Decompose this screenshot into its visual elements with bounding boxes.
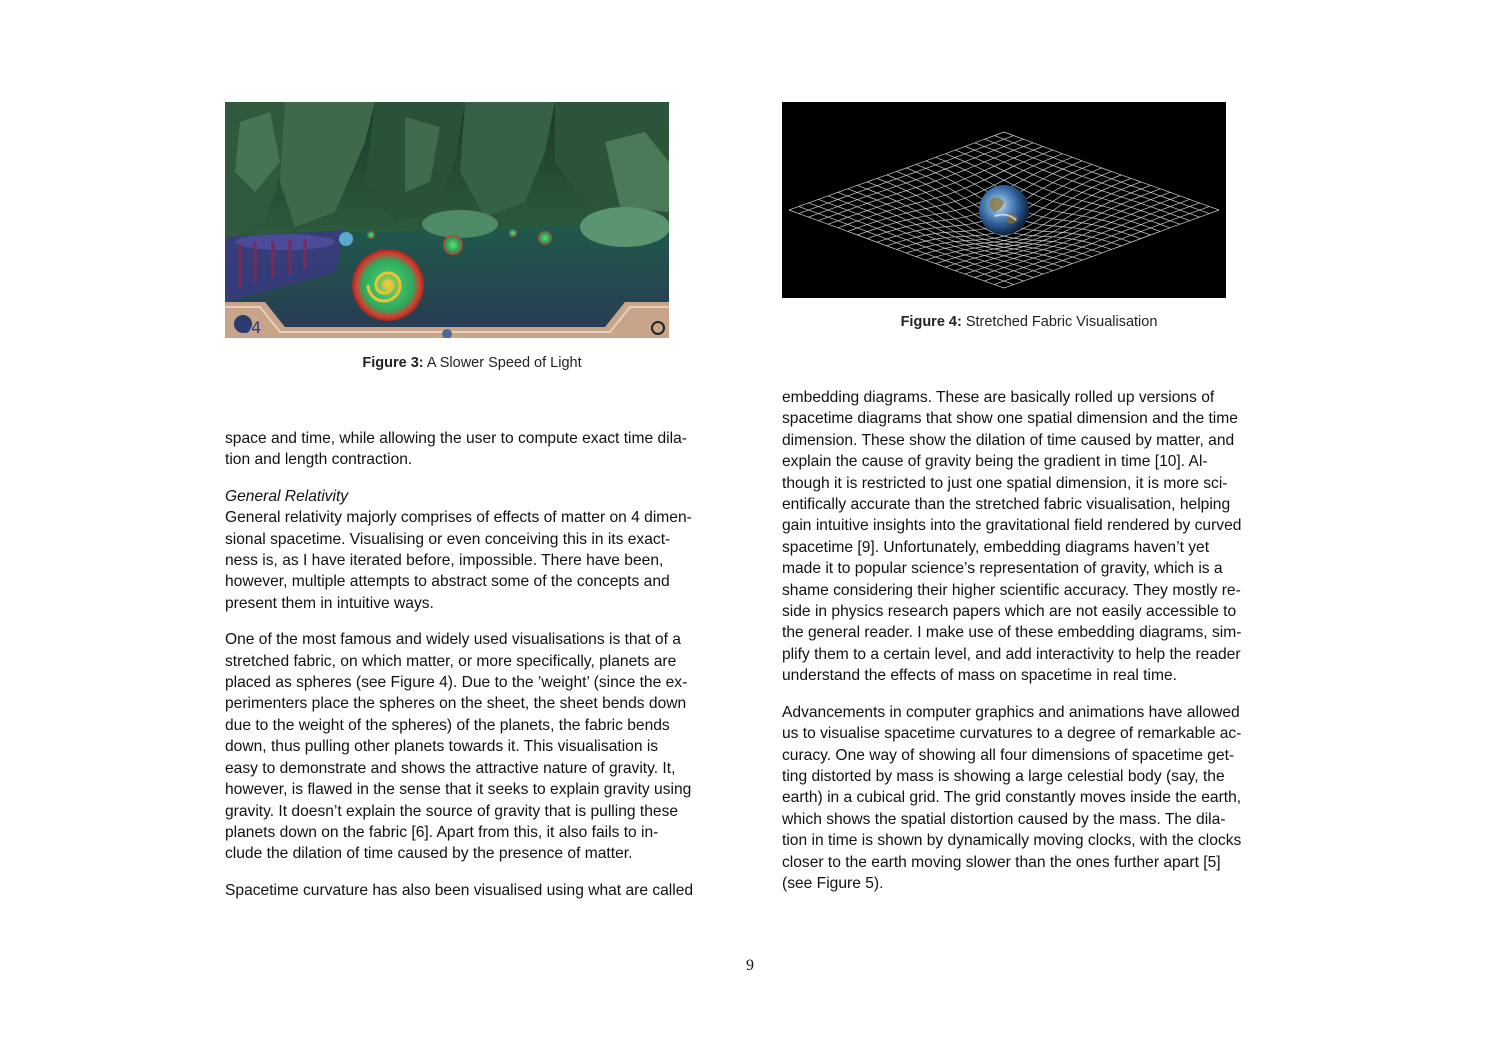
left-paragraph-4 — [225, 880, 725, 901]
figure-3-caption-text: A Slower Speed of Light — [426, 355, 582, 371]
text-line: gain intuitive insights into the gravitational field rendered by curved — [782, 517, 1242, 535]
text-line: earth) in a cubical grid. The grid constantly moves inside the earth, — [782, 789, 1242, 807]
left-paragraph-2 — [225, 486, 725, 614]
text-line: tion in time is shown by dynamically moving clocks, with the clocks — [782, 832, 1242, 850]
page-number: 9 — [746, 957, 754, 974]
text-line: present them in intuitive ways. — [225, 594, 434, 612]
text-line: plify them to a certain level, and add interactivity to help the reader — [782, 645, 1241, 663]
right-paragraph-2 — [782, 702, 1282, 895]
figure-4-label: Figure 4: — [900, 314, 962, 330]
text-line: us to visualise spacetime curvatures to a degree of remarkable ac- — [782, 725, 1242, 743]
text-line: gravity. It doesn’t explain the source of gravity that is pulling these — [225, 802, 679, 820]
text-line: Spacetime curvature has also been visualised using what are called — [225, 881, 694, 899]
text-line: explain the cause of gravity being the gradient in time [10]. Al- — [782, 453, 1208, 471]
text-line: ness is, as I have iterated before, impossible. There have been, — [225, 552, 664, 570]
right-paragraph-1 — [782, 387, 1282, 687]
text-line: placed as spheres (see Figure 4). Due to the ’weight’ (since the ex- — [225, 674, 688, 692]
text-line: due to the weight of the spheres) of the planets, the fabric bends — [225, 716, 670, 734]
figure-3-label: Figure 3: — [362, 355, 424, 371]
text-line: (see Figure 5). — [782, 874, 884, 892]
figure-4-caption — [782, 314, 1276, 330]
text-line: space and time, while allowing the user to compute exact time dila- — [225, 430, 687, 447]
text-line: ting distorted by mass is showing a large celestial body (say, the — [782, 767, 1225, 785]
text-line: shame considering their higher scientific accuracy. They mostly re- — [782, 581, 1241, 599]
text-line: understand the effects of mass on spacetime in real time. — [782, 667, 1177, 685]
text-line: embedding diagrams. These are basically rolled up versions of — [782, 389, 1215, 406]
text-line: General relativity majorly comprises of effects of matter on 4 dimen- — [225, 509, 692, 527]
figure-3-caption — [225, 355, 719, 371]
text-line: dimension. These show the dilation of time caused by matter, and — [782, 431, 1235, 449]
text-line: closer to the earth moving slower than the ones further apart [5] — [782, 853, 1221, 871]
text-line: stretched fabric, on which matter, or more specifically, planets are — [225, 652, 677, 670]
text-line: tion and length contraction. — [225, 451, 413, 469]
text-line: the general reader. I make use of these embedding diagrams, sim- — [782, 624, 1242, 642]
text-line: One of the most famous and widely used visualisations is that of a — [225, 631, 681, 649]
text-line: down, thus pulling other planets towards it. This visualisation is — [225, 738, 659, 756]
text-line: however, multiple attempts to abstract some of the concepts and — [225, 573, 670, 591]
hud-counter: 54 — [241, 318, 262, 337]
text-line: however, is flawed in the sense that it seeks to explain gravity using — [225, 781, 692, 799]
figure-4-caption-text: Stretched Fabric Visualisation — [965, 314, 1158, 330]
text-line: Advancements in computer graphics and animations have allowed — [782, 703, 1240, 721]
text-line: which shows the spatial distortion caused by the mass. The dila- — [782, 810, 1226, 828]
left-paragraph-1 — [225, 428, 725, 471]
text-line: spacetime diagrams that show one spatial dimension and the time — [782, 410, 1238, 428]
text-line: sional spacetime. Visualising or even conceiving this in its exact- — [225, 530, 671, 548]
text-line: though it is restricted to just one spatial dimension, it is more sci- — [782, 474, 1228, 492]
left-paragraph-3 — [225, 629, 725, 864]
right-column — [782, 387, 1282, 894]
text-line: planets down on the fabric [6]. Apart from this, it also fails to in- — [225, 823, 659, 841]
text-line: easy to demonstrate and shows the attractive nature of gravity. It, — [225, 759, 676, 777]
text-line: side in physics research papers which are not easily accessible to — [782, 603, 1237, 621]
text-line: spacetime [9]. Unfortunately, embedding diagrams haven’t yet — [782, 538, 1210, 556]
left-column — [225, 428, 725, 901]
figure-4-image — [782, 102, 1226, 298]
text-line: perimenters place the spheres on the sheet, the sheet bends down — [225, 695, 687, 713]
text-line: entifically accurate than the stretched fabric visualisation, helping — [782, 496, 1231, 514]
text-line: curacy. One way of showing all four dimensions of spacetime get- — [782, 746, 1235, 764]
text-line: made it to popular science’s representation of gravity, which is a — [782, 560, 1223, 578]
figure-3-image — [225, 102, 669, 338]
section-subheading: General Relativity — [225, 487, 349, 505]
text-line: clude the dilation of time caused by the presence of matter. — [225, 845, 633, 863]
